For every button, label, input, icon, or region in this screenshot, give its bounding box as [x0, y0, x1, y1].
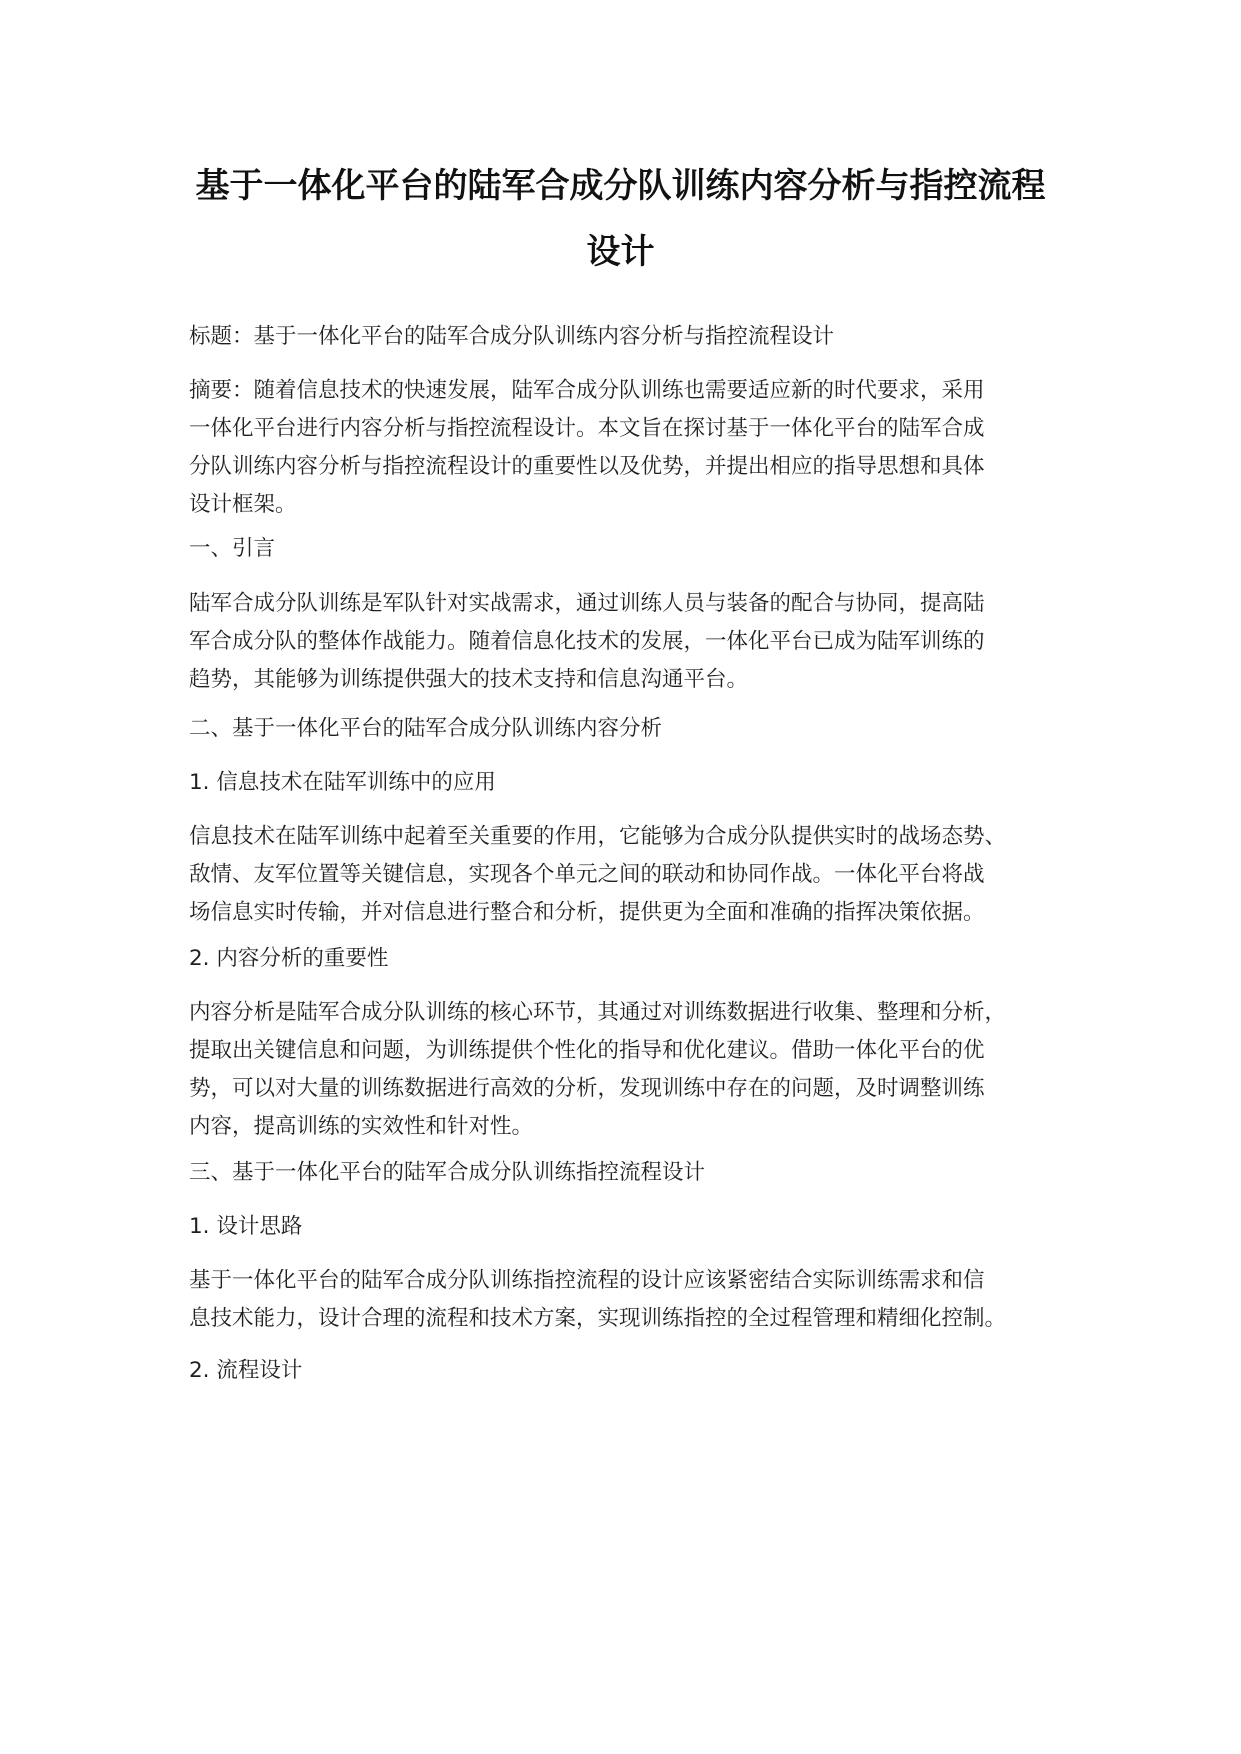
text-line: 设计框架。: [189, 492, 297, 517]
text-line: 1. 信息技术在陆军训练中的应用: [189, 770, 496, 795]
text-line: 陆军合成分队训练是军队针对实战需求，通过训练人员与装备的配合与协同，提高陆: [189, 591, 985, 616]
text-line: 军合成分队的整体作战能力。随着信息化技术的发展，一体化平台已成为陆军训练的: [189, 629, 985, 654]
text-line: 一、引言: [189, 536, 276, 561]
text-line: 标题：基于一体化平台的陆军合成分队训练内容分析与指控流程设计: [189, 324, 835, 349]
document-title-line-2: 设计: [586, 232, 655, 272]
text-line: 2. 流程设计: [189, 1358, 303, 1383]
it-application-paragraph: [189, 818, 1089, 932]
text-line: 信息技术在陆军训练中起着至关重要的作用，它能够为合成分队提供实时的战场态势、: [189, 824, 1007, 849]
text-line: 息技术能力，设计合理的流程和技术方案，实现训练指控的全过程管理和精细化控制。: [189, 1306, 1007, 1331]
subheading-process-design: [189, 1352, 1089, 1390]
text-line: 一体化平台进行内容分析与指控流程设计。本文旨在探讨基于一体化平台的陆军合成: [189, 416, 985, 441]
text-line: 摘要：随着信息技术的快速发展，陆军合成分队训练也需要适应新的时代要求，采用: [189, 378, 985, 403]
abstract-paragraph: [189, 372, 1089, 524]
text-line: 敌情、友军位置等关键信息，实现各个单元之间的联动和协同作战。一体化平台将战: [189, 862, 985, 887]
text-line: 基于一体化平台的陆军合成分队训练指控流程的设计应该紧密结合实际训练需求和信: [189, 1268, 985, 1293]
text-line: 二、基于一体化平台的陆军合成分队训练内容分析: [189, 716, 663, 741]
document-title-line-1: 基于一体化平台的陆军合成分队训练内容分析与指控流程: [195, 166, 1046, 206]
text-line: 趋势，其能够为训练提供强大的技术支持和信息沟通平台。: [189, 667, 749, 692]
subheading-it-application: [189, 764, 1089, 802]
section-heading-intro: [189, 530, 1089, 568]
subheading-content-analysis-importance: [189, 940, 1089, 978]
section-heading-process-design: [189, 1154, 1089, 1192]
subheading-design-idea: [189, 1208, 1089, 1246]
design-idea-paragraph: [189, 1262, 1089, 1338]
intro-paragraph: [189, 585, 1089, 699]
text-line: 内容分析是陆军合成分队训练的核心环节，其通过对训练数据进行收集、整理和分析，: [189, 1000, 1007, 1025]
title-meta-paragraph: [189, 318, 1089, 356]
text-line: 三、基于一体化平台的陆军合成分队训练指控流程设计: [189, 1160, 706, 1185]
text-line: 场信息实时传输，并对信息进行整合和分析，提供更为全面和准确的指挥决策依据。: [189, 900, 985, 925]
text-line: 分队训练内容分析与指控流程设计的重要性以及优势，并提出相应的指导思想和具体: [189, 454, 985, 479]
text-line: 提取出关键信息和问题，为训练提供个性化的指导和优化建议。借助一体化平台的优: [189, 1038, 985, 1063]
text-line: 2. 内容分析的重要性: [189, 946, 389, 971]
content-analysis-paragraph: [189, 994, 1089, 1146]
text-line: 势，可以对大量的训练数据进行高效的分析，发现训练中存在的问题，及时调整训练: [189, 1076, 985, 1101]
text-line: 1. 设计思路: [189, 1214, 303, 1239]
text-line: 内容，提高训练的实效性和针对性。: [189, 1114, 534, 1139]
section-heading-content-analysis: [189, 710, 1089, 748]
